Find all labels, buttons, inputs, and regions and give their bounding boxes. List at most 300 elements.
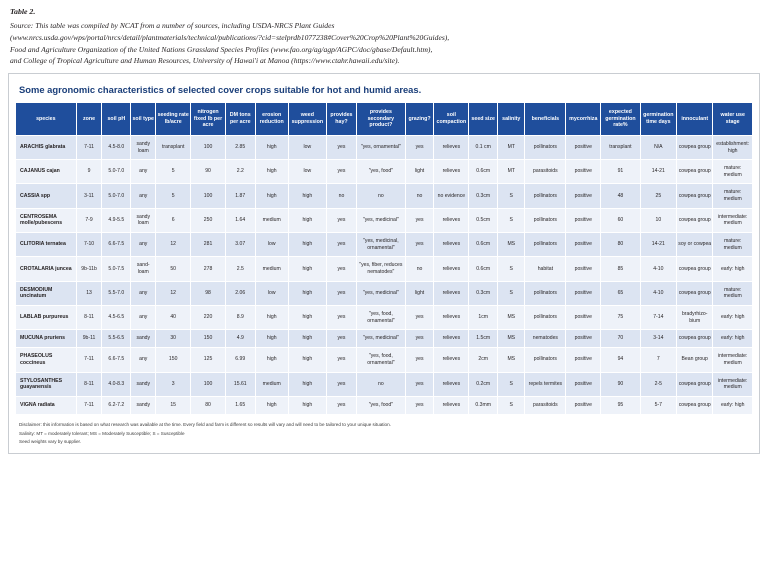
column-header-soil-type: soil type — [131, 103, 156, 136]
column-header-germination-days: germination time days — [640, 103, 676, 136]
cell-12: relieves — [434, 257, 469, 281]
cell-18: 25 — [640, 184, 676, 208]
cell-17: 95 — [601, 397, 640, 415]
cell-13: 0.1 cm — [469, 135, 498, 159]
cell-19: cowpea group — [677, 160, 713, 184]
cell-2: 4.5-6.5 — [102, 306, 131, 330]
cell-11: no — [405, 184, 434, 208]
cell-17: 70 — [601, 330, 640, 348]
cell-13: 1cm — [469, 306, 498, 330]
cell-15: pollinators — [525, 184, 566, 208]
cell-8: high — [288, 257, 326, 281]
cell-20: intermediate: medium — [713, 348, 753, 373]
table-row — [16, 208, 753, 233]
cell-10: "yes, fiber, reduces nematodes" — [357, 257, 406, 281]
cell-17: transplant — [601, 135, 640, 159]
cell-6: 2.85 — [225, 135, 255, 159]
cell-species: STYLOSANTHES guayanensis — [16, 372, 77, 397]
cell-9: yes — [326, 233, 356, 257]
cell-2: 4.0-8.3 — [102, 372, 131, 397]
cell-species: MUCUNA pruriens — [16, 330, 77, 348]
cell-11: yes — [405, 348, 434, 373]
cell-10: no — [357, 184, 406, 208]
table-panel — [8, 73, 760, 454]
cell-6: 1.87 — [225, 184, 255, 208]
cell-1: 3-11 — [76, 184, 102, 208]
cell-7: high — [255, 330, 288, 348]
caption-line-2: (www.nrcs.usda.gov/wps/portal/nrcs/detail/plantmaterials/technical/publications/?cid=stelprdb1077238#Cover%20Crop%20Plant%20Guides), — [10, 32, 450, 42]
cell-12: relieves — [434, 397, 469, 415]
cell-4: 40 — [156, 306, 191, 330]
cell-9: yes — [326, 372, 356, 397]
cell-11: light — [405, 160, 434, 184]
cell-16: positive — [566, 184, 601, 208]
cell-18: 14-21 — [640, 233, 676, 257]
cell-5: 250 — [191, 208, 226, 233]
cell-13: 2cm — [469, 348, 498, 373]
cell-12: relieves — [434, 281, 469, 306]
cell-12: relieves — [434, 372, 469, 397]
cell-3: any — [131, 306, 156, 330]
cell-12: relieves — [434, 306, 469, 330]
cell-species: VIGNA radiata — [16, 397, 77, 415]
column-header-soil-compaction: soil compaction — [434, 103, 469, 136]
cell-17: 90 — [601, 372, 640, 397]
cell-13: 0.3cm — [469, 184, 498, 208]
cell-9: yes — [326, 330, 356, 348]
cell-5: 278 — [191, 257, 226, 281]
cell-9: yes — [326, 306, 356, 330]
column-header-mycorrhiza: mycorrhiza — [566, 103, 601, 136]
cell-19: cowpea group — [677, 330, 713, 348]
cell-7: medium — [255, 257, 288, 281]
caption-line-1: Source: This table was compiled by NCAT from a number of sources, including USDA-NRCS Plant Guides — [10, 21, 335, 31]
cell-9: yes — [326, 397, 356, 415]
cell-15: habitat — [525, 257, 566, 281]
cell-20: early: high — [713, 330, 753, 348]
cell-9: yes — [326, 281, 356, 306]
cell-9: yes — [326, 135, 356, 159]
cell-8: low — [288, 135, 326, 159]
column-header-innoculant: innoculant — [677, 103, 713, 136]
column-header-water-use-stage: water use stage — [713, 103, 753, 136]
table-row — [16, 184, 753, 208]
cell-14: MS — [498, 330, 525, 348]
cell-18: 7 — [640, 348, 676, 373]
cell-3: sand-loam — [131, 257, 156, 281]
cell-2: 5.0-7.5 — [102, 257, 131, 281]
cell-11: yes — [405, 372, 434, 397]
cell-species: CENTROSEMA molle/pubescens — [16, 208, 77, 233]
cell-12: relieves — [434, 330, 469, 348]
table-row — [16, 233, 753, 257]
cell-species: PHASEOLUS coccineus — [16, 348, 77, 373]
cell-20: intermediate: medium — [713, 208, 753, 233]
column-header-seed-size: seed size — [469, 103, 498, 136]
cell-2: 4.5-8.0 — [102, 135, 131, 159]
cell-7: high — [255, 160, 288, 184]
column-header-seeding-rate: seeding rate lb/acre — [156, 103, 191, 136]
cell-5: 100 — [191, 372, 226, 397]
cell-20: mature: medium — [713, 160, 753, 184]
cell-18: 5-7 — [640, 397, 676, 415]
table-row — [16, 160, 753, 184]
cell-18: 7-14 — [640, 306, 676, 330]
cell-5: 150 — [191, 330, 226, 348]
cell-18: 14-21 — [640, 160, 676, 184]
cell-13: 0.3mm — [469, 397, 498, 415]
cell-2: 5.5-7.0 — [102, 281, 131, 306]
column-header-erosion-reduction: erosion reduction — [255, 103, 288, 136]
caption-line-3: Food and Agriculture Organization of the United Nations Grassland Species Profiles (www.fao.org/ag/agp/AGPC/doc/gbase/Default.htm), — [10, 44, 433, 54]
cell-15: parasitoids — [525, 397, 566, 415]
panel-title: Some agronomic characteristics of selected cover crops suitable for hot and humid areas. — [19, 84, 422, 96]
cell-11: no — [405, 257, 434, 281]
cell-14: MS — [498, 233, 525, 257]
cell-15: repels termites — [525, 372, 566, 397]
cell-7: medium — [255, 208, 288, 233]
cell-6: 15.61 — [225, 372, 255, 397]
cell-19: cowpea group — [677, 184, 713, 208]
cell-20: establishment: high — [713, 135, 753, 159]
cell-2: 5.0-7.0 — [102, 160, 131, 184]
cell-species: ARACHIS glabrata — [16, 135, 77, 159]
cell-13: 0.3cm — [469, 281, 498, 306]
cell-17: 48 — [601, 184, 640, 208]
cell-15: pollinators — [525, 348, 566, 373]
table-row — [16, 330, 753, 348]
cell-17: 75 — [601, 306, 640, 330]
cell-3: sandy — [131, 372, 156, 397]
cell-13: 0.6cm — [469, 160, 498, 184]
cell-4: 50 — [156, 257, 191, 281]
cell-8: high — [288, 233, 326, 257]
cell-4: 5 — [156, 160, 191, 184]
cell-15: pollinators — [525, 281, 566, 306]
column-header-grazing: grazing? — [405, 103, 434, 136]
cell-19: bradyrhizo-bium — [677, 306, 713, 330]
cell-5: 281 — [191, 233, 226, 257]
cell-6: 1.65 — [225, 397, 255, 415]
cell-10: "yes, food, ornamental" — [357, 306, 406, 330]
cell-2: 4.9-5.5 — [102, 208, 131, 233]
cell-19: cowpea group — [677, 257, 713, 281]
cell-6: 6.99 — [225, 348, 255, 373]
cell-16: positive — [566, 208, 601, 233]
table-row — [16, 397, 753, 415]
cell-species: CASSIA spp — [16, 184, 77, 208]
cell-5: 100 — [191, 184, 226, 208]
cell-10: "yes, ornamental" — [357, 135, 406, 159]
cell-14: MS — [498, 348, 525, 373]
cell-7: low — [255, 233, 288, 257]
cell-8: low — [288, 160, 326, 184]
cell-1: 9 — [76, 160, 102, 184]
cell-11: yes — [405, 208, 434, 233]
cell-10: no — [357, 372, 406, 397]
cell-6: 3.07 — [225, 233, 255, 257]
cell-11: yes — [405, 135, 434, 159]
cell-19: cowpea group — [677, 372, 713, 397]
cell-8: high — [288, 208, 326, 233]
cell-4: 12 — [156, 281, 191, 306]
cell-3: sandy — [131, 397, 156, 415]
cell-9: yes — [326, 208, 356, 233]
cell-20: early: high — [713, 397, 753, 415]
cell-8: high — [288, 330, 326, 348]
cell-1: 9b-11 — [76, 330, 102, 348]
cell-8: high — [288, 306, 326, 330]
cell-7: high — [255, 348, 288, 373]
cell-14: S — [498, 397, 525, 415]
cell-11: yes — [405, 330, 434, 348]
cell-17: 80 — [601, 233, 640, 257]
cell-4: transplant — [156, 135, 191, 159]
cell-species: CLITORIA ternatea — [16, 233, 77, 257]
cell-2: 6.2-7.2 — [102, 397, 131, 415]
cell-6: 2.2 — [225, 160, 255, 184]
cell-4: 6 — [156, 208, 191, 233]
cell-12: relieves — [434, 135, 469, 159]
table-row — [16, 135, 753, 159]
cell-1: 7-9 — [76, 208, 102, 233]
cell-3: any — [131, 160, 156, 184]
column-header-weed-suppression: weed suppression — [288, 103, 326, 136]
cell-12: relieves — [434, 348, 469, 373]
cell-7: low — [255, 281, 288, 306]
cell-1: 7-10 — [76, 233, 102, 257]
cell-20: mature: medium — [713, 233, 753, 257]
cell-9: yes — [326, 257, 356, 281]
cell-8: high — [288, 348, 326, 373]
cell-11: light — [405, 281, 434, 306]
cell-2: 5.0-7.0 — [102, 184, 131, 208]
cell-3: any — [131, 281, 156, 306]
cell-6: 4.9 — [225, 330, 255, 348]
column-header-zone: zone — [76, 103, 102, 136]
column-header-nitrogen-fixed: nitrogen fixed lb per acre — [191, 103, 226, 136]
cell-7: medium — [255, 372, 288, 397]
cell-4: 12 — [156, 233, 191, 257]
cell-16: positive — [566, 397, 601, 415]
cell-20: intermediate: medium — [713, 372, 753, 397]
cell-10: "yes, food" — [357, 160, 406, 184]
cell-3: sandy loam — [131, 208, 156, 233]
cell-16: positive — [566, 160, 601, 184]
cell-5: 220 — [191, 306, 226, 330]
cell-8: high — [288, 372, 326, 397]
cell-17: 65 — [601, 281, 640, 306]
cell-15: pollinators — [525, 306, 566, 330]
cell-11: yes — [405, 397, 434, 415]
cell-16: positive — [566, 233, 601, 257]
cell-3: any — [131, 233, 156, 257]
note-disclaimer: Disclaimer: this information is based on what research was available at the time. Every field and farm is different so results will vary and will need to be tailored to your unique situation. — [19, 421, 391, 427]
cell-16: positive — [566, 348, 601, 373]
table-header-row — [16, 103, 753, 136]
cell-species: DESMODIUM uncinatum — [16, 281, 77, 306]
cell-9: yes — [326, 160, 356, 184]
cell-1: 7-11 — [76, 348, 102, 373]
table-row — [16, 306, 753, 330]
cell-12: relieves — [434, 208, 469, 233]
cell-species: CROTALARIA juncea — [16, 257, 77, 281]
column-header-species: species — [16, 103, 77, 136]
cell-7: high — [255, 306, 288, 330]
cell-8: high — [288, 397, 326, 415]
cell-16: positive — [566, 330, 601, 348]
cell-12: relieves — [434, 233, 469, 257]
cell-19: Bean group — [677, 348, 713, 373]
column-header-soil-ph: soil pH — [102, 103, 131, 136]
cell-16: positive — [566, 281, 601, 306]
cell-2: 6.6-7.5 — [102, 348, 131, 373]
cell-17: 94 — [601, 348, 640, 373]
cell-14: S — [498, 184, 525, 208]
cell-1: 8-11 — [76, 372, 102, 397]
table-row — [16, 281, 753, 306]
cell-4: 150 — [156, 348, 191, 373]
column-header-germination-rate: expected germination rate% — [601, 103, 640, 136]
cell-2: 5.5-6.5 — [102, 330, 131, 348]
cell-4: 15 — [156, 397, 191, 415]
table-body — [16, 135, 753, 414]
cell-10: "yes, medicinal" — [357, 281, 406, 306]
cell-4: 30 — [156, 330, 191, 348]
cell-15: parasitoids — [525, 160, 566, 184]
cell-12: relieves — [434, 160, 469, 184]
cell-12: no evidence — [434, 184, 469, 208]
cell-20: mature: medium — [713, 184, 753, 208]
cell-16: positive — [566, 306, 601, 330]
cell-19: cowpea group — [677, 135, 713, 159]
cell-13: 0.6cm — [469, 233, 498, 257]
cell-10: "yes, food" — [357, 397, 406, 415]
cell-18: 2-5 — [640, 372, 676, 397]
cell-10: "yes, medicinal, ornamental" — [357, 233, 406, 257]
cell-13: 0.2cm — [469, 372, 498, 397]
cell-species: CAJANUS cajan — [16, 160, 77, 184]
cell-6: 1.64 — [225, 208, 255, 233]
cell-1: 7-11 — [76, 135, 102, 159]
cell-3: sandy loam — [131, 135, 156, 159]
cell-9: yes — [326, 348, 356, 373]
cell-18: 4-10 — [640, 257, 676, 281]
table-notes — [15, 415, 753, 449]
cell-1: 8-11 — [76, 306, 102, 330]
cell-8: high — [288, 281, 326, 306]
cell-18: 10 — [640, 208, 676, 233]
cell-20: mature: medium — [713, 281, 753, 306]
cell-15: nematodes — [525, 330, 566, 348]
cell-3: sandy — [131, 330, 156, 348]
cell-18: 3-14 — [640, 330, 676, 348]
cell-14: S — [498, 257, 525, 281]
table-row — [16, 348, 753, 373]
cell-11: yes — [405, 306, 434, 330]
cell-7: high — [255, 184, 288, 208]
cell-14: S — [498, 372, 525, 397]
cell-7: high — [255, 135, 288, 159]
cell-4: 3 — [156, 372, 191, 397]
cell-13: 1.5cm — [469, 330, 498, 348]
cell-14: MS — [498, 306, 525, 330]
table-caption — [8, 6, 760, 73]
cell-14: MT — [498, 135, 525, 159]
cell-19: soy or cowpea — [677, 233, 713, 257]
column-header-secondary-product: provides secondary product? — [357, 103, 406, 136]
cell-20: early: high — [713, 306, 753, 330]
cell-15: pollinators — [525, 233, 566, 257]
cell-18: N/A — [640, 135, 676, 159]
cell-5: 98 — [191, 281, 226, 306]
cell-14: S — [498, 208, 525, 233]
cell-17: 91 — [601, 160, 640, 184]
cell-13: 0.5cm — [469, 208, 498, 233]
cell-2: 6.6-7.5 — [102, 233, 131, 257]
cell-9: no — [326, 184, 356, 208]
column-header-beneficials: beneficials — [525, 103, 566, 136]
cell-3: any — [131, 348, 156, 373]
cell-14: MT — [498, 160, 525, 184]
cell-16: positive — [566, 257, 601, 281]
cell-10: "yes, medicinal" — [357, 330, 406, 348]
cell-4: 5 — [156, 184, 191, 208]
caption-title: Table 2. — [10, 7, 36, 16]
cell-19: cowpea group — [677, 397, 713, 415]
column-header-salinity: salinity — [498, 103, 525, 136]
cell-6: 8.9 — [225, 306, 255, 330]
cell-18: 4-10 — [640, 281, 676, 306]
cell-1: 13 — [76, 281, 102, 306]
cell-species: LABLAB purpureus — [16, 306, 77, 330]
cell-17: 85 — [601, 257, 640, 281]
cell-11: yes — [405, 233, 434, 257]
caption-line-4: and College of Tropical Agriculture and Human Resources, University of Hawai'i at Manoa (https://www.ctahr.hawaii.edu/site). — [10, 56, 400, 66]
cell-3: any — [131, 184, 156, 208]
cell-6: 2.5 — [225, 257, 255, 281]
cell-14: S — [498, 281, 525, 306]
cell-7: high — [255, 397, 288, 415]
note-seed-weights: Seed weights vary by supplier. — [19, 439, 82, 445]
cell-19: cowpea group — [677, 208, 713, 233]
cell-1: 7-11 — [76, 397, 102, 415]
cell-15: pollinators — [525, 135, 566, 159]
cell-10: "yes, medicinal" — [357, 208, 406, 233]
cell-5: 80 — [191, 397, 226, 415]
cell-20: early: high — [713, 257, 753, 281]
table-row — [16, 257, 753, 281]
note-salinity-key: Salinity: MT = moderately tolerant; MS = Moderately Susceptible; S = Susceptible — [19, 430, 185, 436]
cell-8: high — [288, 184, 326, 208]
column-header-provides-hay: provides hay? — [326, 103, 356, 136]
cell-5: 125 — [191, 348, 226, 373]
cell-16: positive — [566, 135, 601, 159]
cell-5: 100 — [191, 135, 226, 159]
cell-13: 0.6cm — [469, 257, 498, 281]
cell-15: pollinators — [525, 208, 566, 233]
cell-19: cowpea group — [677, 281, 713, 306]
cell-10: "yes, food, ornamental" — [357, 348, 406, 373]
cell-16: positive — [566, 372, 601, 397]
cell-5: 90 — [191, 160, 226, 184]
column-header-dm-tons: DM tons per acre — [225, 103, 255, 136]
cell-1: 9b-11b — [76, 257, 102, 281]
cell-6: 2.06 — [225, 281, 255, 306]
table-row — [16, 372, 753, 397]
cell-17: 60 — [601, 208, 640, 233]
agronomic-characteristics-table — [15, 102, 753, 415]
